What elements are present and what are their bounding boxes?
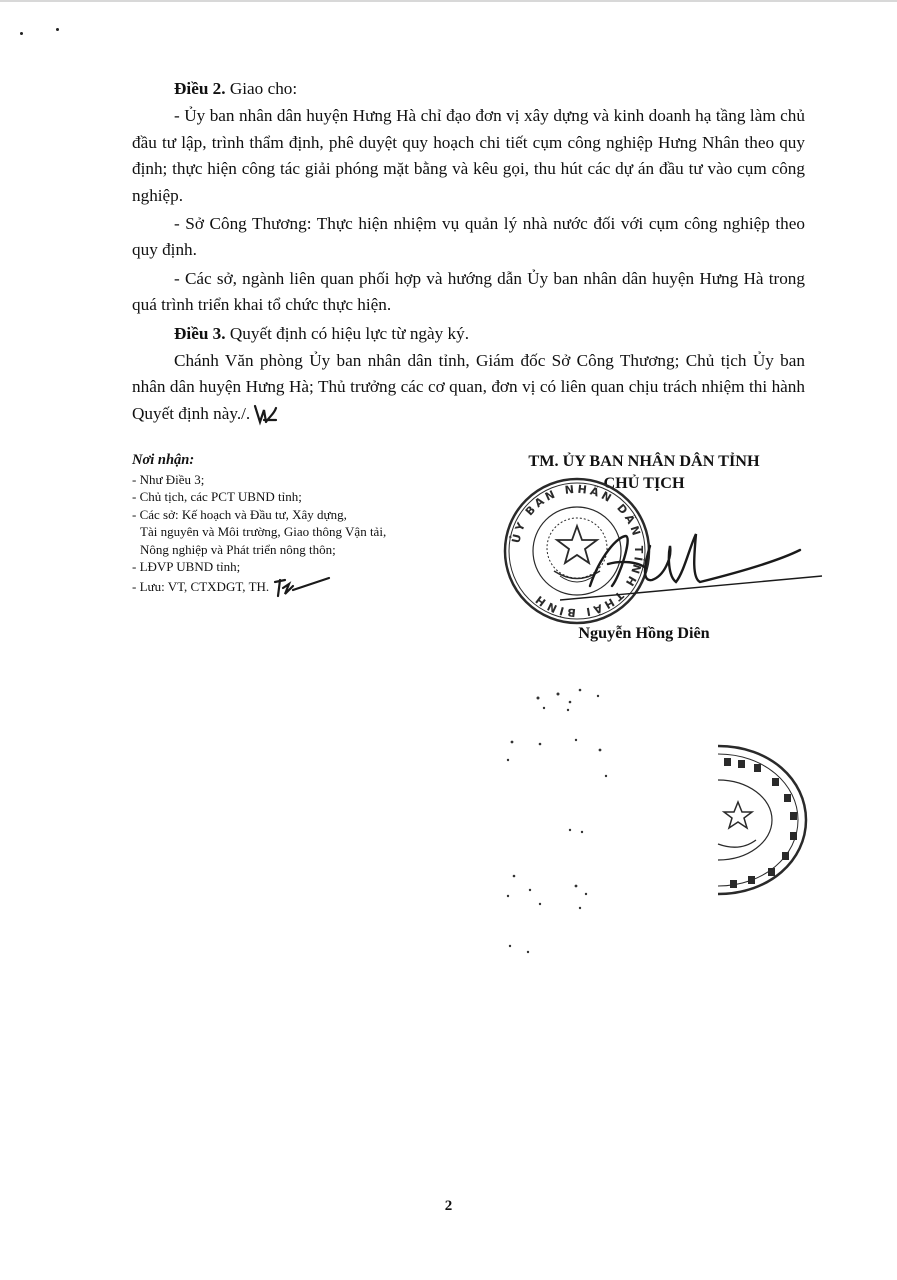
recipient-item: - Chủ tịch, các PCT UBND tỉnh; [132,489,302,504]
article-2-text: Giao cho: [225,79,298,98]
document-body [132,76,805,428]
recipients-block [132,452,462,600]
recipient-item [132,576,462,600]
signer-name: Nguyễn Hồng Diên [578,624,710,642]
article-2-item: - Các sở, ngành liên quan phối hợp và hướng dẫn Ủy ban nhân dân huyện Hưng Hà trong quá trình triển khai tổ chức thực hiện. [132,268,805,315]
signature-role: CHỦ TỊCH [603,474,685,492]
seal-ring-text: ỦY BAN NHÂN DÂN TỈNH THÁI BÌNH [509,482,646,620]
scan-edge [0,0,897,2]
perforation-seal-icon [710,740,810,900]
recipients-list [132,471,462,600]
recipients-title: Nơi nhận: [132,452,195,468]
recipient-item: - Các sở: Kế hoạch và Đầu tư, Xây dựng, [132,506,347,522]
page-number: 2 [444,1198,453,1214]
recipient-item: Tài nguyên và Môi trường, Giao thông Vận tải, [140,524,387,539]
article-2-item: - Ủy ban nhân dân huyện Hưng Hà chỉ đạo đơn vị xây dựng và kinh doanh hạ tầng làm chủ đầu tư lập, trình thẩm định, phê duyệt quy hoạch chi tiết cụm công nghiệp Hưng Nhân theo quy định; thực hiện công tác giải phóng mặt bằng và kêu gọi, thu hút các dự án đầu tư vào cụm công nghiệp. [132,106,805,205]
recipient-item: - LĐVP UBND tỉnh; [132,559,241,574]
article-2-label: Điều 2. [174,79,226,98]
article-3-closing-text: Chánh Văn phòng Ủy ban nhân dân tỉnh, Giám đốc Sở Công Thương; Chủ tịch Ủy ban nhân dân huyện Hưng Hà; Thủ trưởng các cơ quan, đơn vị có liên quan chịu trách nhiệm thi hành Quyết định này./. [132,351,805,423]
initials-icon [252,402,278,428]
recipient-item: - Như Điều 3; [132,471,205,487]
article-3-heading [132,321,805,347]
scan-noise [500,680,630,960]
article-3-closing [132,348,805,428]
handwritten-signature-icon [560,516,826,606]
article-2-heading [132,76,805,102]
article-3-text: Quyết định có hiệu lực từ ngày ký. [225,323,470,343]
scan-speck [56,28,59,31]
archive-initials-icon [271,576,331,600]
recipient-archive-text: - Lưu: VT, CTXDGT, TH. [132,578,270,594]
signature-organization: TM. ỦY BAN NHÂN DÂN TỈNH [528,452,760,470]
article-3-label: Điều 3. [174,323,226,343]
scan-speck [20,32,23,35]
article-2-item: - Sở Công Thương: Thực hiện nhiệm vụ quản lý nhà nước đối với cụm công nghiệp theo quy định. [132,214,805,260]
recipient-item: Nông nghiệp và Phát triển nông thôn; [140,541,336,557]
